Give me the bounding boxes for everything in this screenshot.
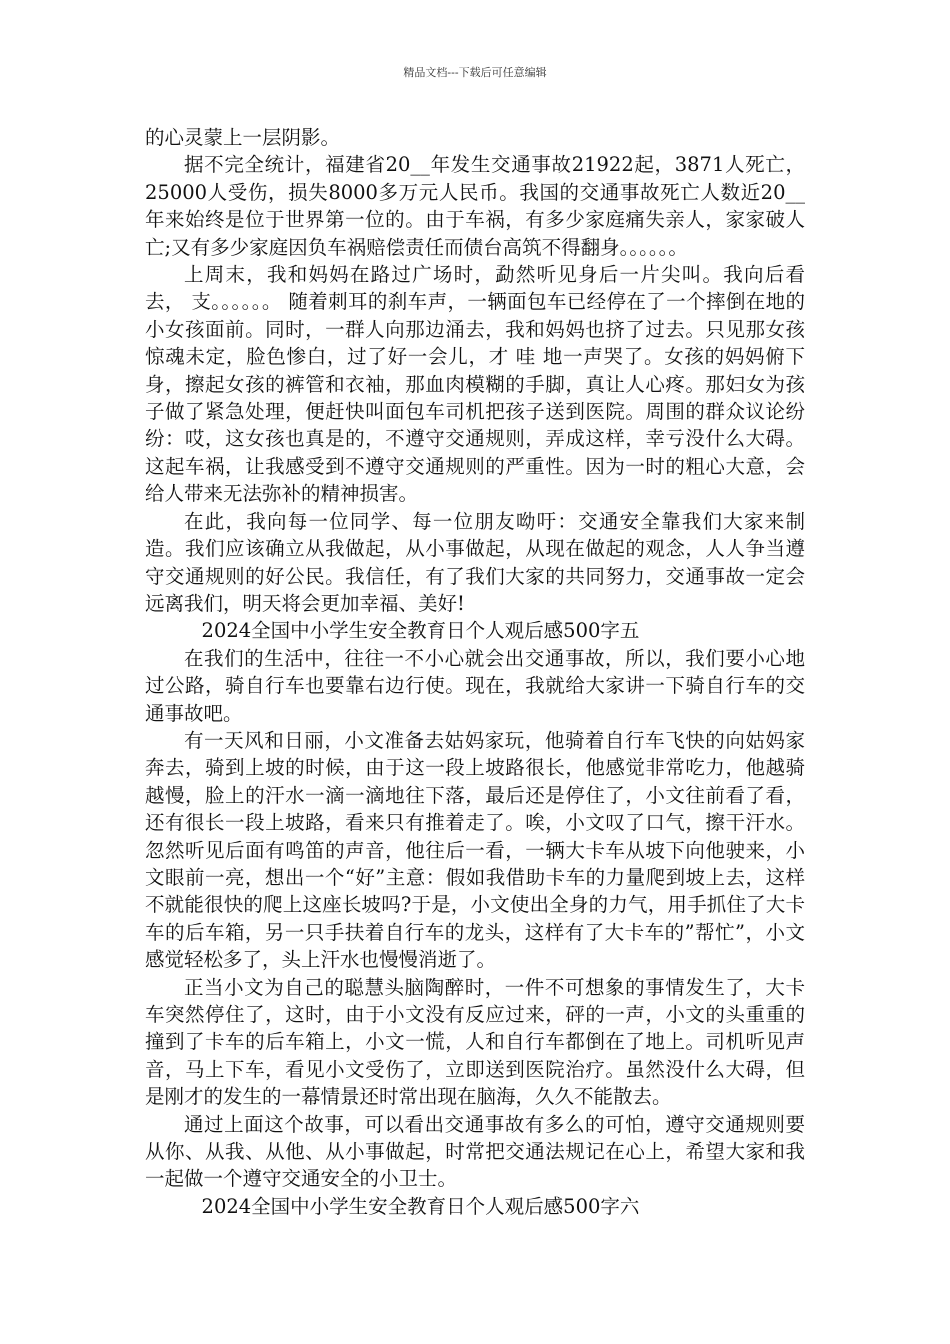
paragraph-accident-outcome: 正当小文为自己的聪慧头脑陶醉时，一件不可想象的事情发生了，大卡车突然停住了，这时，由于小文没有反应过来，砰的一声，小文的头重重的撞到了卡车的后车箱上，小文一慌，人和自行车都倒在了地上。司机听见声音，马上下车，看见小文受伤了，立即送到医院治疗。虽然没什么大碍，但是刚才的发生的一幕情景还时常出现在脑海，久久不能散去。 [145, 975, 805, 1109]
paragraph-weekend-accident: 上周末，我和妈妈在路过广场时，勐然听见身后一片尖叫。我向后看去， 支。。。。。。 随着刺耳的刹车声，一辆面包车已经停在了一个摔倒在地的小女孩面前。同时，一群人向那边涌去，我和妈妈也挤了过去。只见那女孩惊魂未定，脸色惨白，过了好一会儿，才 哇 地一声哭了。女孩的妈妈俯下身，擦起女孩的裤管和衣袖，那血肉模糊的手脚，真让人心疼。那妇女为孩子做了紧急处理，便赶快叫面包车司机把孩子送到医院。周围的群众议论纷纷：哎，这女孩也真是的，不遵守交通规则，弄成这样，幸亏没什么大碍。这起车祸，让我感受到不遵守交通规则的严重性。因为一时的粗心大意，会给人带来无法弥补的精神损害。 [145, 263, 805, 506]
paragraph-xiaowen-story: 有一天风和日丽，小文准备去姑妈家玩，他骑着自行车飞快的向姑妈家奔去，骑到上坡的时候，由于这一段上坡路很长，他感觉非常吃力，他越骑越慢，脸上的汗水一滴一滴地往下落，最后还是停住了，小文往前看了看，还有很长一段上坡路，看来只有推着走了。唉，小文叹了口气，擦干汗水。忽然听见后面有鸣笛的声音，他往后一看，一辆大卡车从坡下向他驶来，小文眼前一亮，想出一个“好”主意：假如我借助卡车的力量爬到坡上去，这样不就能很快的爬上这座长坡吗?于是，小文使出全身的力气，用手抓住了大卡车的后车箱，另一只手扶着自行车的龙头，这样有了大卡车的”帮忙”，小文感觉轻松多了，头上汗水也慢慢消逝了。 [145, 728, 805, 972]
document-body [145, 124, 805, 1220]
paragraph-intro-bicycle: 在我们的生活中，往往一不小心就会出交通事故，所以，我们要小心地过公路，骑自行车也要靠右边行使。现在，我就给大家讲一下骑自行车的交通事故吧。 [145, 646, 805, 725]
section-heading-six: 2024全国中小学生安全教育日个人观后感500字六 [201, 1194, 640, 1218]
paragraph-appeal: 在此，我向每一位同学、每一位朋友呦吁：交通安全靠我们大家来制造。我们应该确立从我做起，从小事做起，从现在做起的观念，人人争当遵守交通规则的好公民。我信任，有了我们大家的共同努力，交通事故一定会远离我们，明天将会更加幸福、美好! [145, 509, 805, 615]
paragraph-statistics: 据不完全统计，福建省20__年发生交通事故21922起，3871人死亡，25000人受伤，损失8000多万元人民币。我国的交通事故死亡人数近20__年来始终是位于世界第一位的。由于车祸，有多少家庭痛失亲人，家家破人亡;又有多少家庭因负车祸赔偿责任而债台高筑不得翻身。。。。。。 [145, 153, 805, 259]
section-heading-five: 2024全国中小学生安全教育日个人观后感500字五 [201, 619, 640, 643]
paragraph-conclusion: 通过上面这个故事，可以看出交通事故有多么的可怕，遵守交通规则要从你、从我、从他、从小事做起，时常把交通法规记在心上，希望大家和我一起做一个遵守交通安全的小卫士。 [145, 1112, 805, 1191]
page-header: 精品文档---下载后可任意编辑 [403, 66, 547, 79]
paragraph-continuation: 的心灵蒙上一层阴影。 [145, 126, 341, 149]
